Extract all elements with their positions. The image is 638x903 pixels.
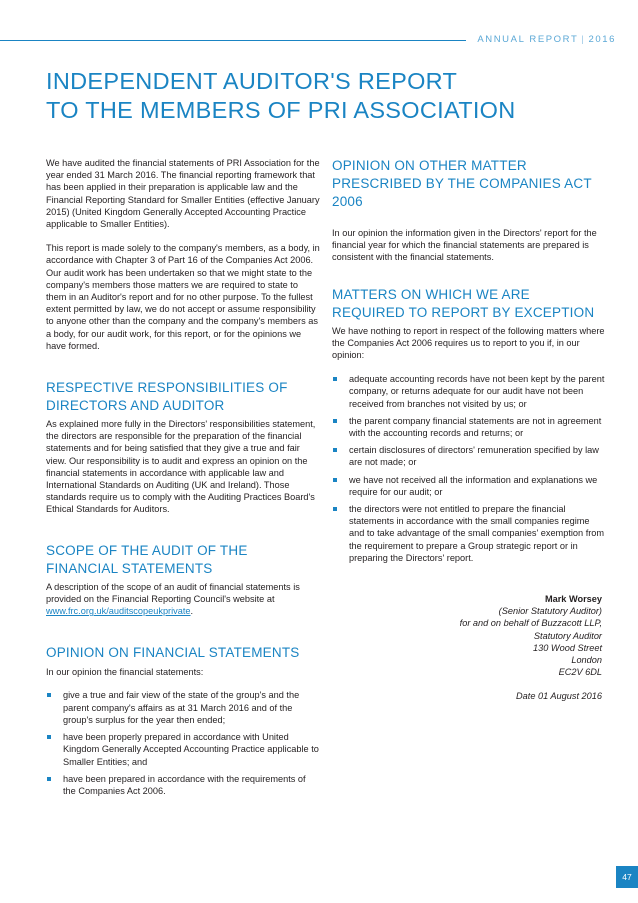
other-matter-heading-line-2: PRESCRIBED BY THE COMPANIES ACT bbox=[332, 176, 592, 191]
list-item bbox=[332, 474, 606, 498]
list-item-text: have been properly prepared in accordance with United Kingdom Generally Accepted Accounting Practice applicable to Smaller Entities; and bbox=[63, 732, 319, 767]
other-matter-heading bbox=[332, 157, 606, 211]
bullet-square-icon bbox=[333, 478, 337, 482]
page-title bbox=[46, 67, 606, 125]
list-item-text: certain disclosures of directors' remuneration specified by law are not made; or bbox=[349, 445, 599, 468]
right-column bbox=[332, 157, 606, 569]
list-item bbox=[46, 731, 320, 768]
running-header-year: 2016 bbox=[588, 34, 616, 45]
responsibilities-heading-line-2: DIRECTORS AND AUDITOR bbox=[46, 398, 225, 414]
other-matter-heading-line-1: OPINION ON OTHER MATTER bbox=[332, 158, 527, 173]
header-rule bbox=[0, 40, 466, 41]
list-item bbox=[46, 689, 320, 726]
running-header-label: ANNUAL REPORT bbox=[477, 34, 579, 45]
auditor-title: Statutory Auditor bbox=[533, 630, 602, 641]
other-matter-text: In our opinion the information given in the Directors' report for the financial year for which the financial statements are prepared is consistent with the financial statements. bbox=[332, 228, 597, 263]
exception-heading-line-2: REQUIRED TO REPORT BY EXCEPTION bbox=[332, 304, 595, 320]
opinion-financial-statements-heading: OPINION ON FINANCIAL STATEMENTS bbox=[46, 645, 300, 661]
auditor-role: (Senior Statutory Auditor) bbox=[498, 606, 602, 617]
left-column bbox=[46, 157, 320, 802]
scope-heading-line-1: SCOPE OF THE AUDIT OF THE bbox=[46, 542, 248, 558]
auditor-street: 130 Wood Street bbox=[533, 642, 602, 653]
report-date: Date 01 August 2016 bbox=[516, 691, 602, 702]
list-item-text: the parent company financial statements are not in agreement with the accounting records and returns; or bbox=[349, 415, 602, 439]
opinion-list bbox=[46, 689, 320, 797]
list-item bbox=[332, 415, 606, 439]
list-item bbox=[332, 373, 606, 410]
auditor-firm: for and on behalf of Buzzacott LLP, bbox=[459, 618, 602, 629]
bullet-square-icon bbox=[333, 419, 337, 423]
bullet-square-icon bbox=[47, 777, 51, 781]
responsibilities-heading bbox=[46, 379, 320, 415]
page-title-line-2: TO THE MEMBERS OF PRI ASSOCIATION bbox=[46, 97, 516, 123]
bullet-square-icon bbox=[47, 693, 51, 697]
page-title-line-1: INDEPENDENT AUDITOR'S REPORT bbox=[46, 68, 458, 94]
auditor-postcode: EC2V 6DL bbox=[558, 667, 602, 678]
bullet-square-icon bbox=[333, 507, 337, 511]
auditor-signature-block bbox=[342, 593, 602, 703]
page-number: 47 bbox=[616, 866, 638, 888]
opinion-intro: In our opinion the financial statements: bbox=[46, 667, 204, 678]
auditor-city: London bbox=[571, 655, 602, 666]
bullet-square-icon bbox=[47, 735, 51, 739]
list-item bbox=[46, 773, 320, 797]
auditor-name: Mark Worsey bbox=[544, 594, 602, 604]
list-item bbox=[332, 503, 606, 564]
exception-intro: We have nothing to report in respect of the following matters where the Companies Act 2006 requires us to report to you if, in our opinion: bbox=[332, 325, 605, 361]
scope-heading bbox=[46, 542, 320, 578]
list-item bbox=[332, 444, 606, 468]
list-item-text: we have not received all the information and explanations we require for our audit; or bbox=[349, 474, 598, 497]
list-item-text: adequate accounting records have not been kept by the parent company, or returns adequate for our audit have not been received from branches not visited by us; or bbox=[349, 374, 605, 409]
intro-paragraph-1: We have audited the financial statements of PRI Association for the year ended 31 March 2016. The financial reporting framework that has been applied in their preparation is applicable law and the Financial Reporting Standard for Smaller Entities (effective January 2015) (United Kingdom Generally Accepted Accounting Practice applicable to Smaller Entities). bbox=[46, 158, 320, 230]
exception-list bbox=[332, 373, 606, 564]
responsibilities-heading-line-1: RESPECTIVE RESPONSIBILITIES OF bbox=[46, 380, 288, 396]
bullet-square-icon bbox=[333, 448, 337, 452]
intro-paragraph-2: This report is made solely to the company's members, as a body, in accordance with Chapter 3 of Part 16 of the Companies Act 2006. Our audit work has been undertaken so that we might state to the company's members those matters we are required to state to them in an Auditor's report and for no other purpose. To the fullest extent permitted by law, we do not accept or assume responsibility to anyone other than the company and the company's members as a body, for our audit work, for this report, or for the opinions we have formed. bbox=[46, 243, 320, 351]
list-item-text: have been prepared in accordance with the requirements of the Companies Act 2006. bbox=[63, 773, 306, 796]
scope-text-end: . bbox=[190, 606, 194, 617]
scope-heading-line-2: FINANCIAL STATEMENTS bbox=[46, 560, 213, 576]
running-header: ANNUAL REPORT | 2016 bbox=[477, 34, 616, 45]
exception-heading bbox=[332, 286, 606, 322]
frc-scope-link[interactable]: www.frc.org.uk/auditscopeukprivate bbox=[46, 606, 191, 617]
exception-heading-line-1: MATTERS ON WHICH WE ARE bbox=[332, 286, 530, 302]
scope-text bbox=[46, 581, 320, 618]
list-item-text: give a true and fair view of the state of the group's and the parent company's affairs as at 31 March 2016 and of the group's surplus for the year then ended; bbox=[63, 690, 300, 725]
scope-text-body: A description of the scope of an audit of financial statements is provided on the Financial Reporting Council's website at bbox=[46, 581, 300, 604]
bullet-square-icon bbox=[333, 377, 337, 381]
other-matter-heading-line-3: 2006 bbox=[332, 194, 363, 209]
list-item-text: the directors were not entitled to prepare the financial statements in accordance with the small companies regime and to take advantage of the small companies' exemption from the requirement to prepare a Group strategic report or in preparing the Directors' report. bbox=[349, 504, 605, 563]
responsibilities-text: As explained more fully in the Directors' responsibilities statement, the directors are responsible for the preparation of the financial statements and for being satisfied that they give a true and fair view. Our responsibility is to audit and express an opinion on the financial statements in accordance with applicable law and International Standards on Auditing (UK and Ireland). Those standards require us to comply with the Auditing Practices Board's Ethical Standards for Auditors. bbox=[46, 419, 316, 515]
